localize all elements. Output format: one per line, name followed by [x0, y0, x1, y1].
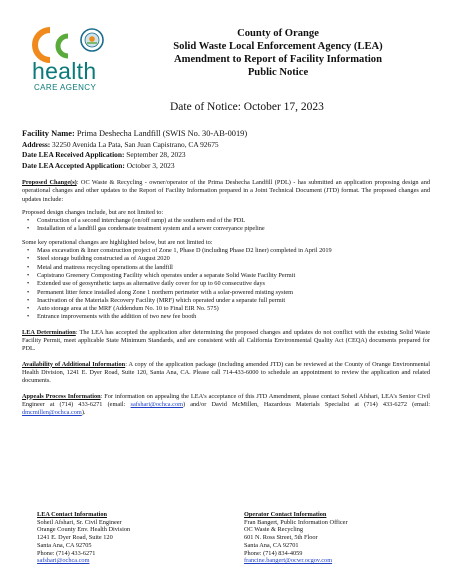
operator-contact-block: [244, 511, 348, 565]
afshari-email-link[interactable]: safshari@ochca.com: [130, 400, 184, 408]
notice-body: [22, 179, 430, 417]
list-item: • Installation of a landfill gas condensate treatment system and a sewer conveyance pipeline: [22, 225, 430, 233]
list-item: • Auto storage area at the MRF (Addendum No. 10 to Final EIR No. 575): [22, 305, 430, 313]
facility-name-line: [22, 129, 247, 140]
notice-date: Date of Notice: October 17, 2023: [170, 101, 324, 113]
determination-text: : The LEA has accepted the application after determining the proposed changes and updates do not conflict with the existing Solid Waste Facility Permit, meet applicable State Minimum Standards, and are consistent with all California Environmental Quality Act (CEQA) documents prepared for PDL.: [22, 328, 430, 353]
list-item: • Metal and mattress recycling operations at the landfill: [22, 264, 430, 272]
determination-label: LEA Determination: [22, 328, 76, 336]
proposed-changes-paragraph: [22, 179, 430, 204]
availability-label: Availability of Additional Information: [22, 360, 126, 368]
lea-contact-street: 1241 E. Dyer Road, Suite 120: [37, 534, 113, 542]
determination-paragraph: [22, 329, 430, 354]
operator-contact-phone: Phone: (714) 834-4059: [244, 549, 303, 557]
oc-health-care-agency-logo: [24, 26, 124, 98]
received-date-label: Date LEA Received Application:: [22, 150, 125, 160]
list-item: • Extended use of geosynthetic tarps as alternative daily cover for up to 60 consecutive days: [22, 280, 430, 288]
received-date-value: September 28, 2023: [124, 150, 186, 160]
proposed-changes-text: : OC Waste & Recycling - owner/operator of the Prima Deshecha Landfill (PDL) - has submitted an application proposing design and operational changes and other updates to the Report of Facility Information prepared in a Joint Technical Document (JTD) format. The proposed changes and updates include:: [22, 179, 430, 203]
list-item: • Mass excavation & liner construction project of Zone 1, Phase D (including Phase D2 liner) completed in April 2019: [22, 247, 430, 255]
operational-changes-intro: Some key operational changes are highlighted below, but are not limited to:: [22, 238, 213, 246]
accepted-date-value: October 3, 2023: [124, 160, 175, 170]
facility-address-line: [22, 140, 247, 151]
list-item: • Inactivation of the Materials Recovery Facility (MRF) which operated under a separate full permit: [22, 297, 430, 305]
operator-contact-city: Santa Ana, CA 92701: [244, 541, 299, 549]
lea-contact-city: Santa Ana, CA 92705: [37, 541, 92, 549]
appeals-text-middle: ) and/or David McMillen, Hazardous Materials Specialist at (714) 433-6272 (email:: [183, 400, 430, 408]
design-changes-intro: Proposed design changes include, but are not limited to:: [22, 208, 164, 216]
operational-changes-list: [22, 247, 430, 322]
availability-text: : A copy of the application package (including amended JTD) can be reviewed at the County of Orange Environmental Health Division, 1241 E. Dyer Road, Suite 120, Santa Ana, CA. Please call 714-433-6000 to schedule an appointment to review the application and related documents.: [22, 360, 430, 385]
list-item: • Capistrano Greenery Composting Facility which operates under a separate Solid Waste Facility Permit: [22, 272, 430, 280]
header-title: Amendment to Report of Facility Information: [173, 54, 383, 65]
operator-contact-heading: Operator Contact Information: [244, 511, 327, 518]
lea-contact-block: [37, 511, 130, 565]
operator-contact-name: Fran Bangert, Public Information Officer: [244, 518, 348, 526]
availability-paragraph: [22, 361, 430, 386]
operator-contact-street: 601 N. Ross Street, 5th Floor: [244, 534, 318, 542]
facility-info: [22, 129, 247, 171]
logo-word: health: [32, 58, 97, 84]
facility-name-value: Prima Deshecha Landfill (SWIS No. 30-AB-0019): [74, 129, 248, 138]
header-public-notice: Public Notice: [247, 67, 309, 78]
list-item: • Permanent litter fence installed along Zone 1 northern perimeter with a solar-powered misting system: [22, 289, 430, 297]
facility-name-label: Facility Name:: [22, 129, 75, 138]
received-date-line: [22, 150, 247, 161]
facility-address-value: 32250 Avenida La Pata, San Juan Capistrano, CA 92675: [50, 139, 219, 149]
facility-address-label: Address:: [22, 139, 51, 149]
accepted-date-line: [22, 161, 247, 172]
mcmillen-email-link[interactable]: dmcmillen@ochca.com: [22, 409, 82, 417]
lea-contact-name: Soheil Afshari, Sr. Civil Engineer: [37, 518, 122, 526]
lea-contact-heading: LEA Contact Information: [37, 511, 107, 518]
header-county: County of Orange: [237, 28, 319, 39]
operator-contact-email-link[interactable]: francine.bangert@ocwr.ocgov.com: [244, 557, 333, 565]
appeals-text-after: ).: [81, 409, 86, 417]
operator-contact-org: OC Waste & Recycling: [244, 526, 304, 534]
accepted-date-label: Date LEA Accepted Application:: [22, 160, 125, 170]
list-item: • Entrance improvements with the addition of two new fee booth: [22, 313, 430, 321]
proposed-changes-label: Proposed Change(s): [22, 179, 77, 186]
appeals-label: Appeals Process Information: [22, 392, 101, 400]
appeals-paragraph: [22, 393, 430, 418]
document-header: [128, 27, 428, 79]
design-changes-list: [22, 217, 430, 234]
list-item: • Construction of a second interchange (on/off ramp) at the southern end of the PDL: [22, 217, 430, 225]
lea-contact-phone: Phone: (714) 433-6271: [37, 549, 96, 557]
header-agency: Solid Waste Local Enforcement Agency (LEA): [173, 41, 383, 52]
appeals-text-before: : For information on appealing the LEA's acceptance of this JTD Amendment, please contact Soheil Afshari, LEA's Senior Civil Engineer at (714) 433-6271 (email:: [22, 392, 430, 408]
list-item: • Steel storage building constructed as of August 2020: [22, 255, 430, 263]
logo-subtitle: CARE AGENCY: [34, 83, 97, 92]
lea-contact-email-link[interactable]: safshari@ochca.com: [37, 557, 90, 565]
lea-contact-org: Orange County Env. Health Division: [37, 526, 131, 534]
